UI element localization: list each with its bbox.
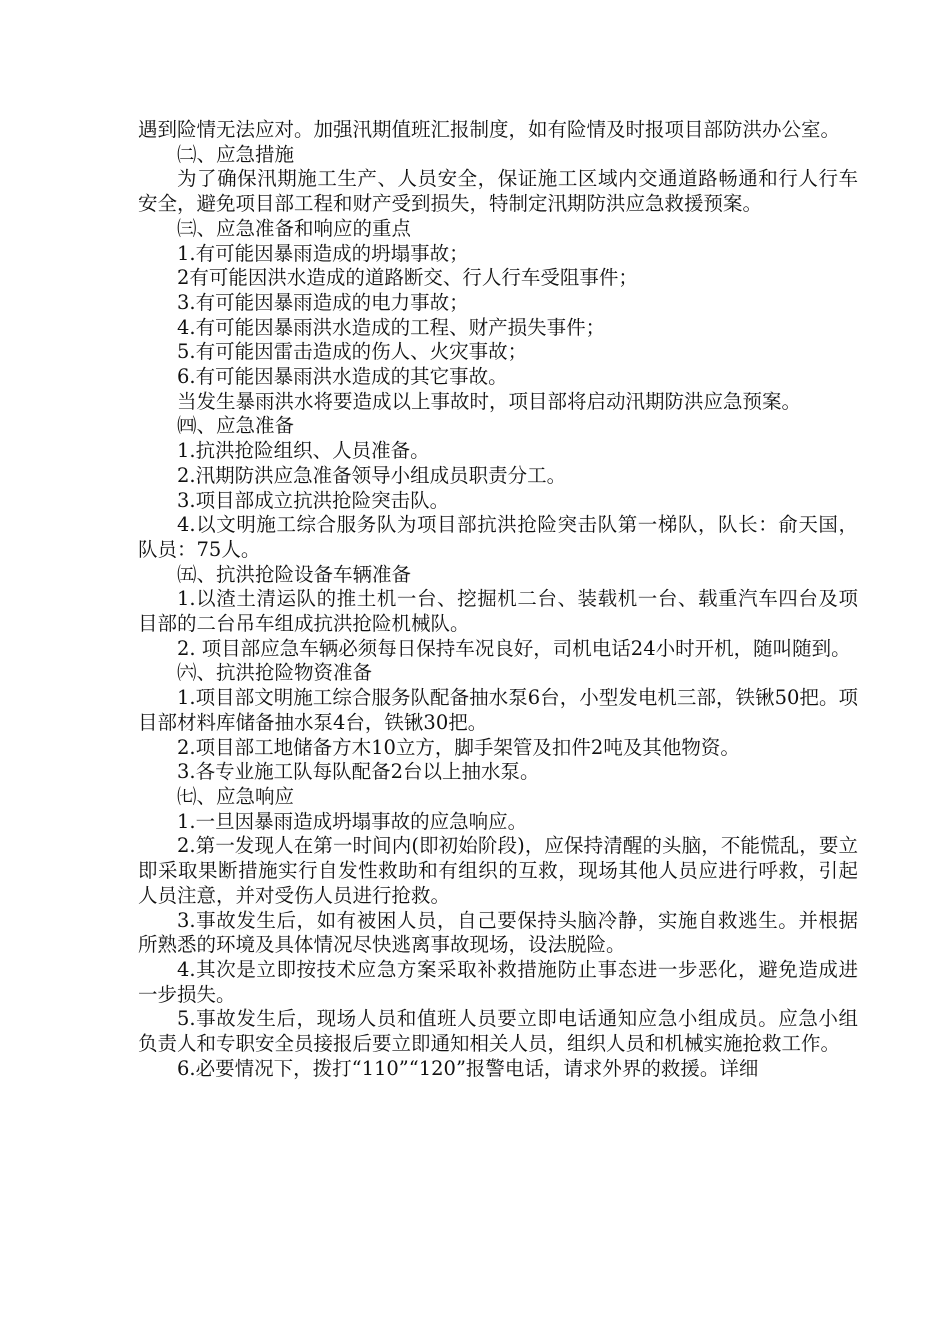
paragraph-continued: 遇到险情无法应对。加强汛期值班汇报制度，如有险情及时报项目部防洪办公室。 xyxy=(138,118,841,141)
section-heading-preparation-focus: ㈢、应急准备和响应的重点 xyxy=(177,216,412,240)
list-item: 1.项目部文明施工综合服务队配备抽水泵6台，小型发电机三部，铁锹50把。项目部材料库储备抽水泵4台，铁锹30把。 xyxy=(138,686,858,734)
list-item: 2.汛期防洪应急准备领导小组成员职责分工。 xyxy=(177,463,567,487)
paragraph: 当发生暴雨洪水将要造成以上事故时，项目部将启动汛期防洪应急预案。 xyxy=(177,389,802,413)
list-item: 6.有可能因暴雨洪水造成的其它事故。 xyxy=(177,365,508,389)
section-heading-equipment-vehicles: ㈤、抗洪抢险设备车辆准备 xyxy=(177,562,412,586)
list-item: 4.以文明施工综合服务队为项目部抗洪抢险突击队第一梯队，队长：俞天国，队员：75人。 xyxy=(138,513,858,561)
list-item: 3.项目部成立抗洪抢险突击队。 xyxy=(177,488,450,512)
list-item: 2.项目部工地储备方木10立方，脚手架管及扣件2吨及其他物资。 xyxy=(177,735,740,759)
list-item: 1.以渣土清运队的推土机一台、挖掘机二台、装载机一台、载重汽车四台及项目部的二台吊车组成抗洪抢险机械队。 xyxy=(138,587,858,636)
section-heading-emergency-response: ㈦、应急响应 xyxy=(177,784,295,808)
list-item: 5.事故发生后，现场人员和值班人员要立即电话通知应急小组成员。应急小组负责人和专职安全员接报后要立即通知相关人员，组织人员和机械实施抢救工作。 xyxy=(138,1007,858,1056)
list-item: 5.有可能因雷击造成的伤人、火灾事故； xyxy=(177,340,528,364)
list-item: 2有可能因洪水造成的道路断交、行人行车受阻事件； xyxy=(177,266,638,290)
list-item: 2.第一发现人在第一时间内(即初始阶段)，应保持清醒的头脑，不能慌乱，要立即采取果断措施实行自发性救助和有组织的互救，现场其他人员应进行呼救，引起人员注意，并对受伤人员进行抢救。 xyxy=(138,834,858,907)
list-item: 1.有可能因暴雨造成的坍塌事故； xyxy=(177,241,469,265)
section-heading-materials: ㈥、抗洪抢险物资准备 xyxy=(177,661,373,685)
list-item: 6.必要情况下，拨打“110”“120”报警电话，请求外界的救援。详细 xyxy=(177,1056,759,1080)
list-item: 4.有可能因暴雨洪水造成的工程、财产损失事件； xyxy=(177,315,606,339)
section-heading-emergency-measures: ㈡、应急措施 xyxy=(177,142,295,166)
list-item: 3.有可能因暴雨造成的电力事故； xyxy=(177,290,469,314)
list-item: 4.其次是立即按技术应急方案采取补救措施防止事态进一步恶化，避免造成进一步损失。 xyxy=(138,957,858,1006)
paragraph: 为了确保汛期施工生产、人员安全，保证施工区域内交通道路畅通和行人行车安全，避免项目部工程和财产受到损失，特制定汛期防洪应急救援预案。 xyxy=(138,167,858,216)
list-item: 2. 项目部应急车辆必须每日保持车况良好，司机电话24小时开机，随叫随到。 xyxy=(177,636,851,660)
list-item: 1.一旦因暴雨造成坍塌事故的应急响应。 xyxy=(177,809,528,833)
section-heading-emergency-preparation: ㈣、应急准备 xyxy=(177,414,295,438)
list-item: 3.各专业施工队每队配备2台以上抽水泵。 xyxy=(177,760,540,784)
list-item: 1.抗洪抢险组织、人员准备。 xyxy=(177,439,430,463)
list-item: 3.事故发生后，如有被困人员，自己要保持头脑冷静，实施自救逃生。并根据所熟悉的环境及具体情况尽快逃离事故现场，设法脱险。 xyxy=(138,908,858,957)
document-page xyxy=(138,118,858,1081)
